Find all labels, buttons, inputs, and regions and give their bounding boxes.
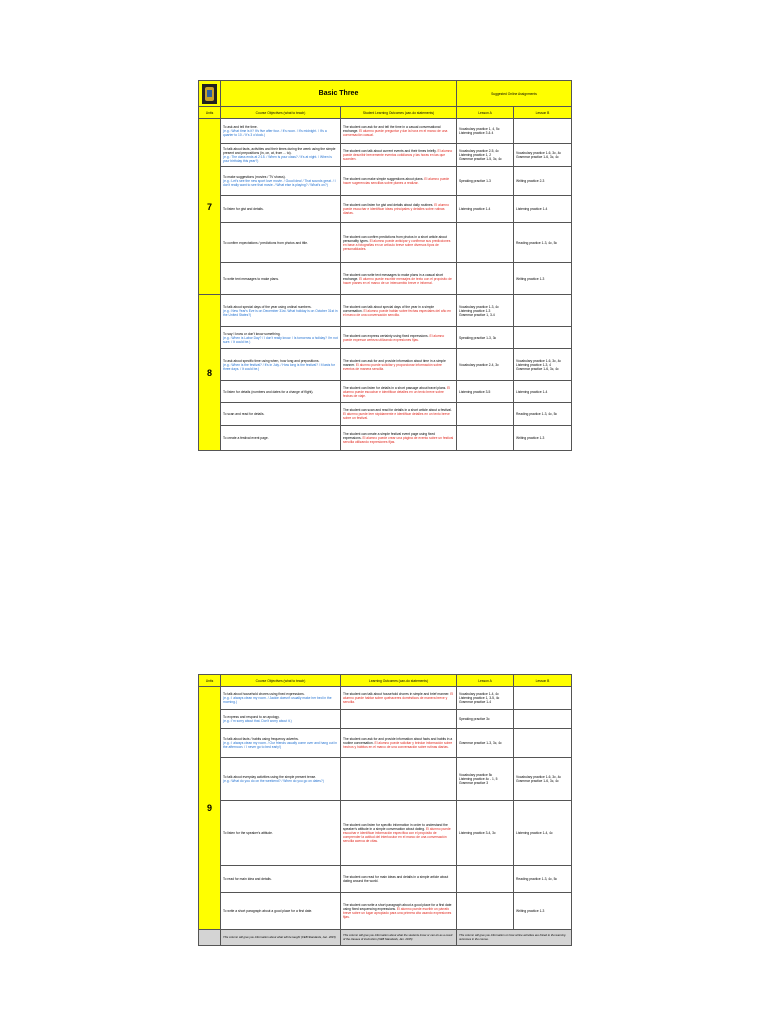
table-row (199, 710, 572, 729)
outcome-cell (341, 426, 457, 451)
example-text: (e.g.: I'm sorry about that. Don't worry about it.) (223, 719, 292, 723)
objective-text: To make suggestions (movies / TV shows). (223, 175, 286, 179)
lesson-a-cell (457, 893, 514, 930)
outcome-spanish-text: El alumno puede escuchar e identificar información específica con el propósito de comprender la actitud del interlocutor en el marco de una conversación sencilla acerca de citas. (343, 827, 451, 843)
objective-text: To talk about special days of the year using ordinal numbers. (223, 304, 312, 309)
outcome-text: The student can write a short paragraph about a good place for a first date using fixed sequencing expressions. (343, 903, 452, 911)
outcome-spanish-text: El alumno puede solicitar y brindar información sobre hechos y hábitos en el marco de una conversación sobre rutinas diarias. (343, 741, 453, 749)
outcome-text: The student can listen for details in a short passage about travel plans. (343, 385, 447, 390)
objective-cell (221, 893, 341, 930)
lesson-a-cell (457, 426, 514, 451)
outcome-cell (341, 327, 457, 349)
example-text: (e.g.: When is Labor Day? / I don't really know. / Is tomorrow a holiday? I'm not sure. / It could be.) (223, 335, 338, 344)
objective-cell (221, 687, 341, 710)
objective-cell (221, 426, 341, 451)
outcome-text: The student can make simple suggestions about plans. (343, 177, 424, 181)
table-row (199, 144, 572, 167)
objective-text: To talk about household chores using fixed expressions. (223, 692, 305, 696)
outcome-text: The student can write text messages to make plans in a casual short exchange. (343, 272, 444, 281)
lesson-b-cell: Listening practice 1-4 (514, 381, 572, 403)
example-text: (e.g.: What time is it? It's five after four. / It's noon. / It's midnight. / It's a quarter to 10. / It's 3 o'clock.) (223, 129, 327, 137)
table-row (199, 223, 572, 263)
outcome-text: The student can listen for specific information in order to understand the speaker's attitude in a simple conversation about dating. (343, 823, 448, 831)
table-row (199, 801, 572, 866)
outcomes-header: Learning Outcomes (can-do statements) (341, 675, 457, 687)
outcome-cell (341, 687, 457, 710)
objective-text: To say I know or don't know something. (223, 331, 281, 336)
table-row (199, 758, 572, 801)
online-assignments-heading: Suggested Online Assignments (457, 81, 572, 107)
lesson-a-cell: Vocabulary practice 1-3, 4c Listening practice 1-3 Grammar practice 1, 3-4 (457, 295, 514, 327)
lesson-b-cell: Writing practice 1-3 (514, 263, 572, 295)
lesson-b-cell (514, 119, 572, 144)
table-row (199, 167, 572, 196)
outcome-text: The student can express certainty using fixed expressions. (343, 333, 429, 338)
lesson-a-cell: Speaking practice 1-3 (457, 167, 514, 196)
unit-number: 9 (199, 687, 221, 930)
lesson-a-cell: Listening practice 3-4, 3c (457, 801, 514, 866)
outcome-spanish-text: El alumno puede anticipar y confirmar sus predicciones en base a fotografías en un artículo breve sobre diversos tipos de personalidades. (343, 238, 451, 251)
lesson-a-cell: Vocabulary practice 1, 4, 5c Listening practice 3 & 4 (457, 119, 514, 144)
objective-text: To express and respond to an apology. (223, 715, 280, 719)
units-header: Units (199, 107, 221, 119)
outcomes-header: Student Learning Outcomes (can-do statements) (341, 107, 457, 119)
objective-text: To confirm expectations / predictions from photos and title. (223, 240, 309, 245)
example-text: (e.g.: The class ends at 2:15. / When is your class? / It's at night. / When is your birthday this year?) (223, 155, 332, 163)
outcome-spanish-text: El alumno puede hablar sobre quehaceres domésticos de manera breve y sencilla. (343, 692, 454, 704)
lesson-b-cell: Listening practice 1-4, 4c (514, 801, 572, 866)
outcome-spanish-text: El alumno puede escribir un párrafo breve sobre un lugar apropiado para una primera cita usando expresiones fijas. (343, 907, 452, 919)
outcome-cell (341, 263, 457, 295)
lesson-a-cell: Speaking practice 1-3, 3c (457, 327, 514, 349)
lesson-b-cell: Writing practice 2-3 (514, 167, 572, 196)
outcome-cell (341, 758, 457, 801)
objective-text: To write text messages to make plans. (223, 276, 279, 281)
objective-text: To listen for the speaker's attitude. (223, 831, 273, 835)
outcome-spanish-text: El alumno puede preguntar y dar la hora en el marco de una conversación casual. (343, 129, 448, 137)
table-row (199, 196, 572, 223)
outcome-spanish-text: El alumno puede escuchar e identificar ideas principales y detalles sobre rutinas diarias. (343, 203, 449, 215)
objective-cell (221, 144, 341, 167)
objective-text: To ask about specific time using when, how long and prepositions. (223, 358, 320, 363)
unit-nine-syllabus-table (198, 674, 572, 946)
table-row (199, 426, 572, 451)
lesson-b-cell: Writing practice 1-3 (514, 426, 572, 451)
lesson-b-cell: Vocabulary practice 1-6, 3c, 4c Listening practice 1-3, 4 Grammar practice 1-6, 3c, 4c (514, 349, 572, 381)
lesson-b-cell (514, 729, 572, 758)
lesson-b-cell: Reading practice 1-3, 4c, 5c (514, 403, 572, 426)
objective-cell (221, 223, 341, 263)
outcome-text: The student can read for main ideas and details in a simple article about dating around the world. (343, 875, 449, 883)
objective-text: To create a festival event page. (223, 436, 269, 440)
outcome-text: The student can ask for and provide information about facts and habits in a routine conversation. (343, 737, 453, 745)
outcome-text: The student can talk about special days of the year in a simple conversation. (343, 304, 435, 313)
objectives-header: Course Objectives (what to teach) (221, 107, 341, 119)
outcome-text: The student can confirm predictions from photos in a short article about personality types. (343, 234, 447, 243)
footer-row (199, 930, 572, 946)
objective-text: To talk about everyday activities using the simple present tense. (223, 775, 317, 779)
table-row (199, 327, 572, 349)
outcome-cell (341, 729, 457, 758)
example-text: (e.g.: When is the festival? / It's in July. / How long is the festival? / It lasts for three days. / It could be.) (223, 362, 335, 371)
lesson-a-cell (457, 403, 514, 426)
objective-text: To write a short paragraph about a good place for a first date. (223, 909, 313, 913)
objective-cell (221, 758, 341, 801)
example-text: (e.g.: I always clean my room. / Jackie doesn't usually make her bed in the morning.) (223, 696, 332, 704)
outcome-cell (341, 381, 457, 403)
objective-cell (221, 327, 341, 349)
outcome-cell (341, 119, 457, 144)
outcome-spanish-text: El alumno puede describir brevemente eventos cotidianos y las horas en las que suceden. (343, 149, 453, 161)
course-title: Basic Three (221, 81, 457, 107)
outcome-cell (341, 167, 457, 196)
table-row (199, 263, 572, 295)
outcome-cell (341, 893, 457, 930)
lesson-b-cell (514, 327, 572, 349)
footer-objectives-note: This column will give you information about what will be taught (CEB Standards, Jan. 2015) (221, 930, 341, 946)
table-row (199, 687, 572, 710)
table-row (199, 295, 572, 327)
lesson-a-header: Lesson A (457, 675, 514, 687)
lesson-b-cell (514, 687, 572, 710)
objective-text: To read for main idea and details. (223, 877, 272, 881)
unit-number: 8 (199, 295, 221, 451)
objective-text: To listen for details (numbers and dates for a change of flight). (223, 389, 314, 394)
table-row (199, 349, 572, 381)
outcome-text: The student can scan and read for details in a short article about a festival. (343, 408, 452, 412)
outcome-spanish-text: El alumno puede escuchar e identificar detalles en un texto breve sobre fechas de viaje. (343, 385, 451, 398)
objective-cell (221, 295, 341, 327)
outcome-text: The student can talk about current events and their times briefly. (343, 149, 437, 153)
lesson-a-header: Lesson A (457, 107, 514, 119)
outcome-spanish-text: El alumno puede hacer sugerencias sencillas sobre planes a realizar. (343, 177, 450, 185)
objective-text: To talk about facts, activities and their times during the week using the simple present and prepositions (in, on, at, from ... to). (223, 147, 336, 155)
lesson-b-cell: Vocabulary practice 1-6, 3c, 4c Grammar practice 1-6, 3c, 4c (514, 144, 572, 167)
outcome-spanish-text: El alumno puede escribir mensajes de texto con el propósito de hacer planes en el marco de un intercambio breve e informal. (343, 276, 452, 285)
outcome-cell (341, 866, 457, 893)
objective-cell (221, 403, 341, 426)
footer-online-note: This column will give you information on how online activities are linked to the learning outcomes in the course. (457, 930, 572, 946)
outcome-cell (341, 223, 457, 263)
lesson-a-cell: Vocabulary practice 2-4, 3c (457, 349, 514, 381)
outcome-text: The student can talk about household chores in simple and brief manner. (343, 692, 450, 696)
objective-cell (221, 167, 341, 196)
footer-outcomes-note: This column will give you information about what the students know or can do as a result of the classes of instruction (CEB Standards, Jan. 2015) (341, 930, 457, 946)
table-row (199, 403, 572, 426)
objective-text: To scan and read for details. (223, 412, 265, 416)
objective-cell (221, 196, 341, 223)
outcome-spanish-text: El alumno puede crear una página de evento sobre un festival sencilla utilizando expresiones fijas. (343, 436, 454, 444)
lesson-b-cell: Reading practice 1-3, 4c, 5c (514, 223, 572, 263)
objective-text: To listen for gist and details. (223, 207, 264, 211)
lesson-a-cell (457, 866, 514, 893)
objective-cell (221, 866, 341, 893)
objective-cell (221, 263, 341, 295)
book-cover-icon (202, 84, 217, 104)
table-row (199, 381, 572, 403)
objective-text: To ask and tell the time. (223, 125, 258, 129)
lesson-a-cell: Grammar practice 1-3, 3c, 4c (457, 729, 514, 758)
lesson-b-cell: Writing practice 1-3 (514, 893, 572, 930)
outcome-cell (341, 710, 457, 729)
objective-cell (221, 710, 341, 729)
lesson-b-cell: Vocabulary practice 1-6, 3c, 4c Grammar practice 1-6, 3c, 4c (514, 758, 572, 801)
table-row (199, 866, 572, 893)
lesson-a-cell: Listening practice 3-5 (457, 381, 514, 403)
outcome-text: The student can ask for and provide information about time in a simple manner. (343, 358, 446, 367)
logo-cell (199, 81, 221, 107)
units-header: Units (199, 675, 221, 687)
objective-cell (221, 349, 341, 381)
objectives-header: Course Objectives (what to teach) (221, 675, 341, 687)
outcome-cell (341, 349, 457, 381)
outcome-spanish-text: El alumno puede hablar sobre fechas especiales del año en el marco de una conversación sencilla. (343, 308, 451, 317)
example-text: (e.g.: New Year's Eve is on December 31st. What holiday is on October 31st in the United States?) (223, 308, 338, 317)
lesson-b-header: Lesson B (514, 675, 572, 687)
lesson-b-cell: Reading practice 1-3, 4c, 5c (514, 866, 572, 893)
footer-unit-cell (199, 930, 221, 946)
example-text: (e.g.: Let's see the new sport love movie. / Good idea! / That sounds great. / I don't really want to see that movie. / What else is playing? / What's on?) (223, 179, 336, 187)
lesson-a-cell: Vocabulary practice 2-5, 4c Listening practice 1, 2 Grammar practice 1-5, 3c, 4c (457, 144, 514, 167)
table-row (199, 729, 572, 758)
lesson-a-cell: Vocabulary practice 5c Listening practice 4c - 1, 5 Grammar practice 3 (457, 758, 514, 801)
objective-cell (221, 119, 341, 144)
basic-three-syllabus-table (198, 80, 572, 451)
outcome-text: The student can listen for gist and details about daily routines. (343, 203, 434, 207)
lesson-b-cell (514, 710, 572, 729)
objective-text: To talk about facts / habits using frequency adverbs. (223, 737, 299, 741)
outcome-cell (341, 144, 457, 167)
unit-number: 7 (199, 119, 221, 295)
outcome-spanish-text: El alumno puede leer rápidamente e identificar detalles en un texto breve sobre un festival. (343, 412, 450, 420)
table-row (199, 893, 572, 930)
lesson-a-cell (457, 263, 514, 295)
lesson-a-cell: Vocabulary practice 1-4, 4c Listening practice 1, 3-5, 4c Grammar practice 1-4 (457, 687, 514, 710)
lesson-a-cell: Listening practice 1-4 (457, 196, 514, 223)
outcome-cell (341, 196, 457, 223)
outcome-cell (341, 801, 457, 866)
lesson-a-cell: Speaking practice 3c (457, 710, 514, 729)
outcome-text: The student can ask for and tell the time in a casual conversational exchange. (343, 125, 441, 133)
outcome-cell (341, 295, 457, 327)
lesson-a-cell (457, 223, 514, 263)
outcome-spanish-text: El alumno puede solicitar y proporcionar información sobre eventos de manera sencilla. (343, 362, 442, 371)
outcome-text: The student can create a simple festival event page using fixed expressions. (343, 432, 436, 440)
outcome-cell (341, 403, 457, 426)
lesson-b-header: Lesson B (514, 107, 572, 119)
example-text: (e.g.: What do you do on the weekend? / When do you go on dates?) (223, 779, 324, 783)
lesson-b-cell: Listening practice 1-4 (514, 196, 572, 223)
objective-cell (221, 801, 341, 866)
objective-cell (221, 381, 341, 403)
objective-cell (221, 729, 341, 758)
example-text: (e.g.: I always clean my room. / Our friends usually come over and hang out in the afternoon. / I never go to bed early!) (223, 741, 337, 749)
outcome-spanish-text: El alumno puede expresar certeza utilizando expresiones fijas. (343, 333, 445, 342)
lesson-b-cell (514, 295, 572, 327)
table-row (199, 119, 572, 144)
